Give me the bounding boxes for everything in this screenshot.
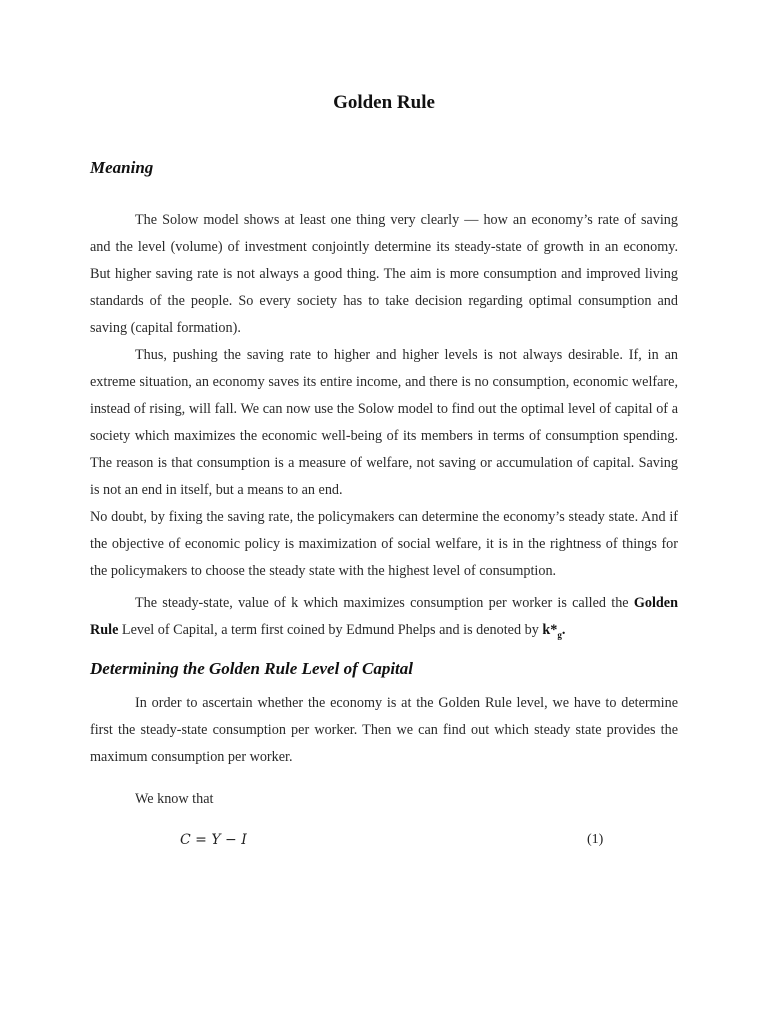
section-heading-meaning: Meaning: [90, 158, 154, 177]
paragraph-4-text-mid: Level of Capital, a term first coined by Edmund Phelps and is denoted by: [118, 622, 543, 638]
section-determining-body: [90, 690, 678, 771]
equation-1: C = Y − I: [180, 832, 247, 848]
section-heading-determining: Determining the Golden Rule Level of Capital: [90, 659, 413, 678]
paragraph-5: In order to ascertain whether the economy is at the Golden Rule level, we have to determine first the steady-state consumption per worker. Then we can find out which steady state provides the maximum consumption per worker.: [90, 695, 678, 765]
golden-rule-term: Golden Rule: [90, 595, 678, 638]
section-meaning-body: [90, 207, 678, 585]
paragraph-2: Thus, pushing the saving rate to higher and higher levels is not always desirable. If, in an extreme situation, an economy saves its entire income, and there is no consumption, economic welfare, instead of rising, will fall. We can now use the Solow model to find out the optimal level of capital of a society which maximizes the economic well-being of its members in terms of consumption spending. The reason is that consumption is a measure of welfare, not saving or accumulation of capital. Saving is not an end in itself, but a means to an end.: [90, 347, 678, 498]
page-title: Golden Rule: [333, 92, 435, 113]
paragraph-3: No doubt, by fixing the saving rate, the policymakers can determine the economy’s steady state. And if the objective of economic policy is maximization of social welfare, it is in the rightness of things for the policymakers to choose the steady state with the highest level of consumption.: [90, 509, 678, 579]
we-know-that-line: We know that: [135, 791, 214, 807]
paragraph-4-text-start: The steady-state, value of k which maximizes consumption per worker is called the: [135, 595, 634, 611]
golden-rule-symbol: $k*_g$.: [542, 622, 566, 640]
paragraph-4: [90, 590, 678, 649]
paragraph-1: The Solow model shows at least one thing very clearly — how an economy’s rate of saving and the level (volume) of investment conjointly determine its steady-state of growth in an economy. But higher saving rate is not always a good thing. The aim is more consumption and improved living standards of the people. So every society has to take decision regarding optimal consumption and saving (capital formation).: [90, 212, 678, 336]
equation-number: (1): [587, 832, 604, 847]
